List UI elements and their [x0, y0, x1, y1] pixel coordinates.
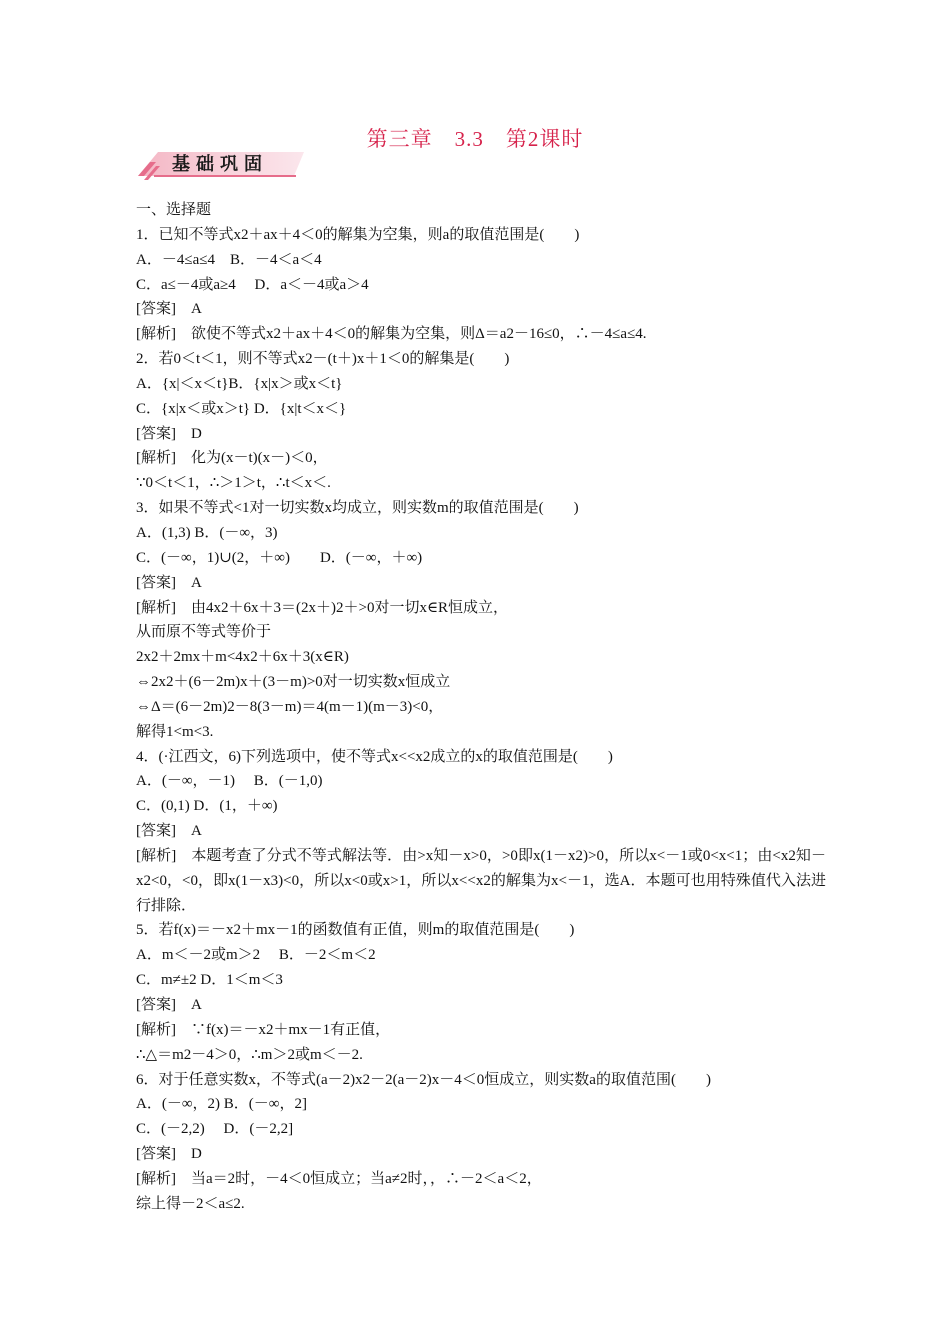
options-2cd: C．{x|x＜或x＞t} D．{x|t＜x＜}: [136, 400, 347, 417]
options-5cd: C．m≠±2 D．1＜m＜3: [136, 972, 283, 989]
analysis-5-line1: [解析] ∵f(x)＝－x2＋mx－1有正值，: [136, 1021, 391, 1038]
section-banner: [136, 146, 308, 180]
question-4: 4．(·江西文，6)下列选项中，使不等式x<<x2成立的x的取值范围是( ): [136, 748, 613, 765]
analysis-3-line1: [解析] 由4x2＋6x＋3＝(2x＋)2＋>0对一切x∈R恒成立，: [136, 599, 509, 616]
analysis-3-line4: ⇔2x2＋(6－2m)x＋(3－m)>0对一切实数x恒成立: [136, 674, 451, 691]
analysis-2-line1: [解析] 化为(x－t)(x－)＜0，: [136, 450, 328, 467]
analysis-2-line2: ∵0＜t＜1，∴＞1＞t，∴t＜x＜.: [136, 475, 331, 492]
section-heading: 一、选择题: [136, 202, 212, 218]
options-3cd: C．(－∞，1)∪(2，＋∞) D．(－∞，＋∞): [136, 549, 423, 566]
banner-label: 基础巩固: [172, 154, 268, 175]
options-1ab: A．－4≤a≤4 B．－4＜a＜4: [136, 251, 322, 268]
options-2ab: A．{x|＜x＜t}B．{x|x＞或x＜t}: [136, 375, 343, 392]
answer-1: [答案] A: [136, 301, 202, 318]
options-6cd: C．(－2,2) D．(－2,2]: [136, 1121, 294, 1138]
analysis-3-line2: 从而原不等式等价于: [136, 624, 272, 641]
page-title: 第三章 3.3 第2课时: [366, 127, 584, 151]
answer-5: [答案] A: [136, 997, 202, 1013]
answer-3: [答案] A: [136, 574, 202, 591]
analysis-5-line2: ∴△＝m2－4＞0，∴m＞2或m＜－2.: [136, 1046, 363, 1063]
options-6ab: A．(－∞，2) B．(－∞，2]: [136, 1096, 307, 1113]
options-3ab: A．(1,3) B．(－∞，3): [136, 524, 278, 541]
question-3: 3．如果不等式<1对一切实数x均成立，则实数m的取值范围是( ): [136, 500, 579, 517]
options-4cd: C．(0,1) D．(1，＋∞): [136, 798, 278, 815]
question-1: 1．已知不等式x2＋ax＋4＜0的解集为空集，则a的取值范围是( ): [136, 226, 580, 243]
analysis-6-line2: 综上得－2＜a≤2.: [136, 1195, 245, 1212]
options-1cd: C．a≤－4或a≥4 D．a＜－4或a＞4: [136, 276, 369, 293]
answer-6: [答案] D: [136, 1146, 202, 1163]
analysis-6-line1: [解析] 当a＝2时，－4＜0恒成立；当a≠2时，，∴－2＜a＜2，: [136, 1170, 542, 1187]
answer-4: [答案] A: [136, 823, 202, 840]
analysis-1: [解析] 欲使不等式x2＋ax＋4＜0的解集为空集，则Δ＝a2－16≤0，∴－4≤a≤4.: [136, 326, 647, 343]
analysis-4: [解析] 本题考查了分式不等式解法等．由>x知－x>0，>0即x(1－x2)>0，所以x<－1或0<x<1；由<x2知－x2<0，<0，即x(1－x3)<0，所以x<0或x>1，所以x<<x2的解集为x<－1，选A．本题可也用特殊值代入法进行排除．: [136, 847, 826, 914]
options-4ab: A．(－∞，－1) B．(－1,0): [136, 773, 323, 790]
analysis-3-line5: ⇔Δ＝(6－2m)2－8(3－m)＝4(m－1)(m－3)<0，: [136, 698, 444, 715]
answer-2: [答案] D: [136, 425, 202, 442]
analysis-3-line3: 2x2＋2mx＋m<4x2＋6x＋3(x∈R): [136, 649, 349, 666]
question-5: 5．若f(x)＝－x2＋mx－1的函数值有正值，则m的取值范围是( ): [136, 922, 575, 939]
analysis-3-line6: 解得1<m<3.: [136, 723, 214, 740]
options-5ab: A．m＜－2或m＞2 B．－2＜m＜2: [136, 947, 376, 964]
question-2: 2．若0＜t＜1，则不等式x2－(t＋)x＋1＜0的解集是( ): [136, 351, 510, 368]
question-6: 6．对于任意实数x，不等式(a－2)x2－2(a－2)x－4＜0恒成立，则实数a的取值范围( ): [136, 1071, 711, 1088]
exercise-content: [136, 198, 826, 1217]
